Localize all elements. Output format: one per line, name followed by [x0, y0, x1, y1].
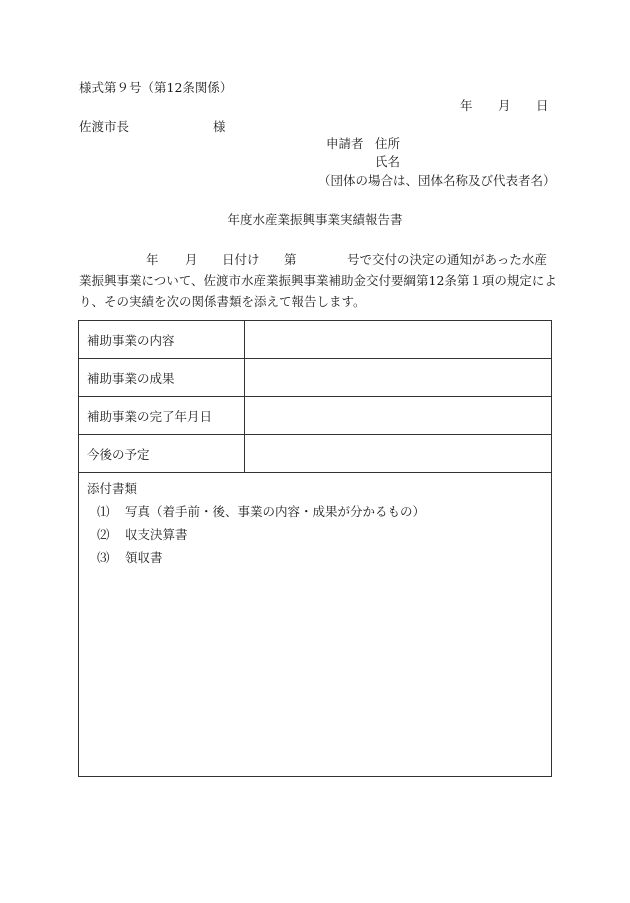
date-month: 月 [498, 98, 511, 113]
addressee-honorific: 様 [213, 119, 226, 134]
body-line [79, 291, 551, 312]
row-label-completion-date: 補助事業の完了年月日 [79, 397, 245, 435]
row-value-result[interactable] [245, 359, 552, 397]
attachments-cell [79, 473, 552, 777]
attachments-title: 添付書類 [87, 481, 138, 496]
table-row [79, 435, 552, 473]
table-row [79, 473, 552, 777]
attachment-number: ⑵ [97, 527, 110, 542]
table-row [79, 397, 552, 435]
attachment-number: ⑶ [97, 550, 110, 565]
body-line2: 業振興事業について、佐渡市水産業振興事業補助金交付要綱第12条第１項の規定によ [79, 273, 557, 288]
row-value-content[interactable] [245, 321, 552, 359]
form-number: 様式第９号（第12条関係） [79, 80, 233, 95]
addressee: 佐渡市長 [79, 119, 130, 134]
attachment-item [97, 548, 551, 566]
table-row [79, 359, 552, 397]
row-label-result: 補助事業の成果 [79, 359, 245, 397]
body-month: 月 [185, 252, 198, 267]
attachment-text: 領収書 [125, 550, 163, 565]
attachment-number: ⑴ [97, 504, 110, 519]
body-line [79, 270, 557, 291]
document-title: 年度水産業振興事業実績報告書 [227, 212, 403, 227]
row-label-content: 補助事業の内容 [79, 321, 245, 359]
name-label: 氏名 [375, 154, 401, 169]
attachment-item [97, 502, 551, 520]
row-value-completion-date[interactable] [245, 397, 552, 435]
row-label-future-plan: 今後の予定 [79, 435, 245, 473]
body-line3: り、その実績を次の関係書類を添えて報告します。 [79, 294, 366, 309]
body-year: 年 [146, 252, 159, 267]
org-note: （団体の場合は、団体名称及び代表者名） [318, 173, 556, 188]
body-dai: 第 [284, 252, 297, 267]
attachment-text: 収支決算書 [125, 527, 188, 542]
address-label: 住所 [375, 136, 401, 151]
attachment-item [97, 525, 551, 543]
table-row [79, 321, 552, 359]
applicant-label: 申請者 [326, 136, 364, 151]
body-dated: 日付け [222, 252, 260, 267]
date-day: 日 [536, 98, 549, 113]
body-line1-rest: 号で交付の決定の通知があった水産 [347, 252, 547, 267]
attachment-text: 写真（着手前・後、事業の内容・成果が分かるもの） [125, 504, 426, 519]
row-value-future-plan[interactable] [245, 435, 552, 473]
body-paragraph [79, 249, 557, 312]
report-table [78, 320, 552, 777]
date-year: 年 [460, 98, 473, 113]
body-line [79, 249, 551, 270]
